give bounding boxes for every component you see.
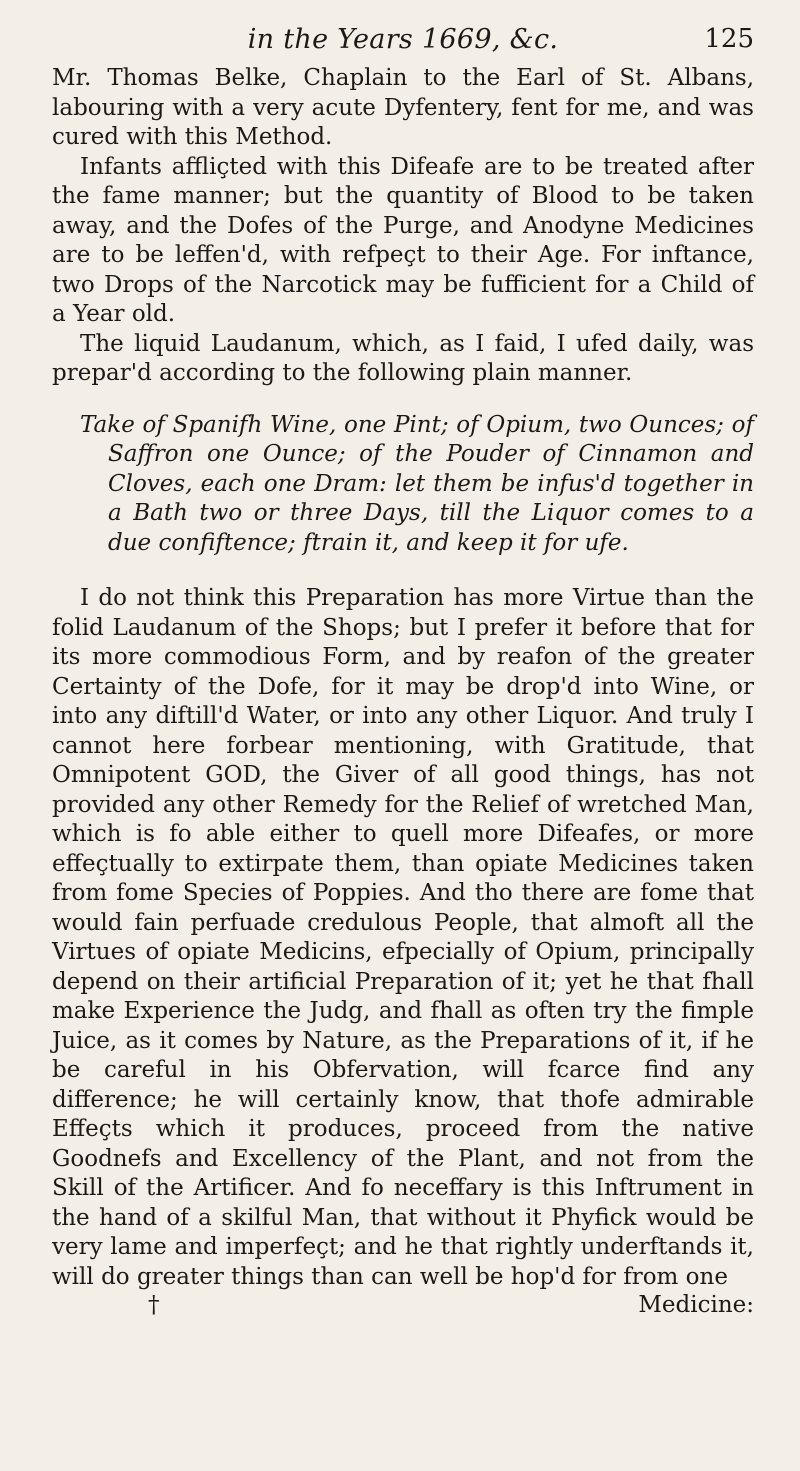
paragraph-infants: Infants affliçted with this Difeafe are to be treated after the fame manner; but the quantity of Blood to be taken away, and the Dofes of the Purge, and Anodyne Medicines are to be leffen'd, with refpeçt to their Age. For inftance, two Drops of the Narcotick may be fufficient for a Child of a Year old. [52, 153, 754, 327]
catchword: Medicine: [638, 1292, 754, 1318]
paragraph-belke: Mr. Thomas Belke, Chaplain to the Earl of St. Albans, labouring with a very acute Dyfentery, fent for me, and was cured with this Method. [52, 65, 754, 150]
recipe-text: Take of Spanifh Wine, one Pint; of Opium, two Ounces; of Saffron one Ounce; of the Pouder of Cinnamon and Cloves, each one Dram: let them be infus'd together in a Bath two or three Days, till the Liquor comes to a due confiftence; ftrain it, and keep it for ufe. [80, 411, 754, 556]
paragraph-preparation: I do not think this Preparation has more Virtue than the folid Laudanum of the Shops; but I prefer it before that for its more commodious Form, and by reafon of the greater Certainty of the Dofe, for it may be drop'd into Wine, or into any diftill'd Water, or into any other Liquor. And truly I cannot here forbear mentioning, with Gratitude, that Omnipotent GOD, the Giver of all good things, has not provided any other Remedy for the Relief of wretched Man, which is fo able either to quell more Difeafes, or more effeçtually to extirpate them, than opiate Medicines taken from fome Species of Poppies. And tho there are fome that would fain perfuade credulous People, that almoft all the Virtues of opiate Medicins, efpecially of Opium, principally depend on their artificial Preparation of it; yet he that fhall make Experience the Judg, and fhall as often try the fimple Juice, as it comes by Nature, as the Preparations of it, if he be careful in his Obfervation, will fcarce find any difference; he will certainly know, that thofe admirable Effeçts which it produces, proceed from the native Goodnefs and Excellency of the Plant, and not from the Skill of the Artificer. And fo neceffary is this Inftrument in the hand of a skilful Man, that without it Phyfick would be very lame and imperfeçt; and he that rightly underftands it, will do greater things than can well be hop'd for from one [52, 585, 754, 1290]
running-head: in the Years 1669, &c. [247, 24, 559, 55]
recipe-block [52, 411, 754, 559]
page-footer [52, 1292, 754, 1322]
paragraph-laudanum: The liquid Laudanum, which, as I faid, I ufed daily, was prepar'd according to the following plain manner. [52, 330, 754, 386]
page-number: 125 [704, 24, 754, 54]
signature-mark: † [148, 1292, 160, 1318]
page-header [52, 20, 754, 64]
